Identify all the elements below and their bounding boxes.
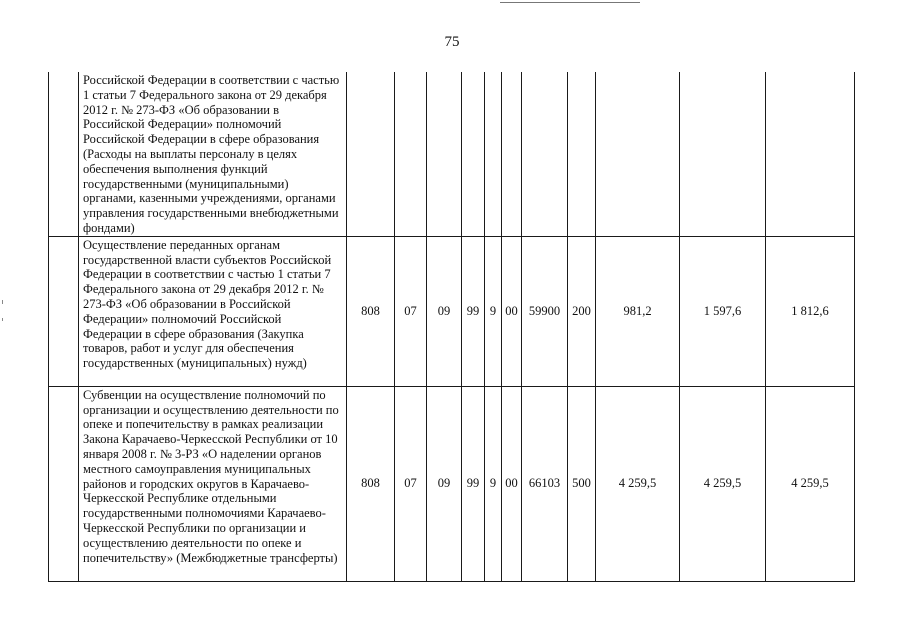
section-cell: 07: [395, 236, 427, 386]
budget-table: [48, 72, 855, 582]
main-event-cell: [502, 72, 522, 236]
amount-1-cell: 4 259,5: [596, 386, 680, 581]
subsection-cell: 09: [427, 236, 462, 386]
ministry-cell: 808: [347, 236, 395, 386]
subsection-cell: [427, 72, 462, 236]
amount-2-cell: 4 259,5: [680, 386, 766, 581]
ministry-cell: [347, 72, 395, 236]
table-row: [49, 386, 855, 581]
amount-1-cell: 981,2: [596, 236, 680, 386]
program-cell: [462, 72, 485, 236]
table-row: [49, 236, 855, 386]
amount-3-cell: 4 259,5: [766, 386, 855, 581]
amount-2-cell: [680, 72, 766, 236]
main-event-cell: 00: [502, 236, 522, 386]
direction-cell: 59900: [522, 236, 568, 386]
expense-type-cell: 200: [568, 236, 596, 386]
amount-1-cell: [596, 72, 680, 236]
subsection-cell: 09: [427, 386, 462, 581]
main-event-cell: 00: [502, 386, 522, 581]
direction-cell: 66103: [522, 386, 568, 581]
amount-2-cell: 1 597,6: [680, 236, 766, 386]
scan-edge-mark: [2, 318, 3, 321]
subprogram-cell: [485, 72, 502, 236]
description-cell: Осуществление переданных органам государственной власти субъектов Российской Федерации в соответствии с частью 1 статьи 7 Федерального закона от 29 декабря 2012 г. № 273-ФЗ «Об образовании в Российской Федерации» полномочий Российской Федерации в сфере образования (Закупка товаров, работ и услуг для обеспечения государственных (муниципальных) нужд): [79, 236, 347, 386]
subprogram-cell: 9: [485, 386, 502, 581]
row-number-cell: [49, 72, 79, 236]
amount-3-cell: 1 812,6: [766, 236, 855, 386]
subprogram-cell: 9: [485, 236, 502, 386]
expense-type-cell: 500: [568, 386, 596, 581]
amount-3-cell: [766, 72, 855, 236]
table-row: [49, 72, 855, 236]
description-cell: Субвенции на осуществление полномочий по организации и осуществлению деятельности по опеке и попечительству в рамках реализации Закона Карачаево-Черкесской Республики от 10 января 2008 г. № 3-РЗ «О наделении органов местного самоуправления муниципальных районов и городских округов в Карачаево-Черкесской Республике отдельными государственными полномочиями Карачаево-Черкесской Республики по организации и осуществлению деятельности по опеке и попечительству» (Межбюджетные трансферты): [79, 386, 347, 581]
top-rule: [500, 2, 640, 3]
scan-edge-mark: [2, 300, 3, 304]
row-number-cell: [49, 386, 79, 581]
section-cell: [395, 72, 427, 236]
section-cell: 07: [395, 386, 427, 581]
description-cell: Российской Федерации в соответствии с частью 1 статьи 7 Федерального закона от 29 декабря 2012 г. № 273-ФЗ «Об образовании в Российской Федерации» полномочий Российской Федерации в сфере образования (Расходы на выплаты персоналу в целях обеспечения выполнения функций государственными (муниципальными) органами, казенными учреждениями, органами управления государственными внебюджетными фондами): [79, 72, 347, 236]
direction-cell: [522, 72, 568, 236]
program-cell: 99: [462, 236, 485, 386]
expense-type-cell: [568, 72, 596, 236]
row-number-cell: [49, 236, 79, 386]
program-cell: 99: [462, 386, 485, 581]
page-number: 75: [444, 34, 460, 50]
ministry-cell: 808: [347, 386, 395, 581]
